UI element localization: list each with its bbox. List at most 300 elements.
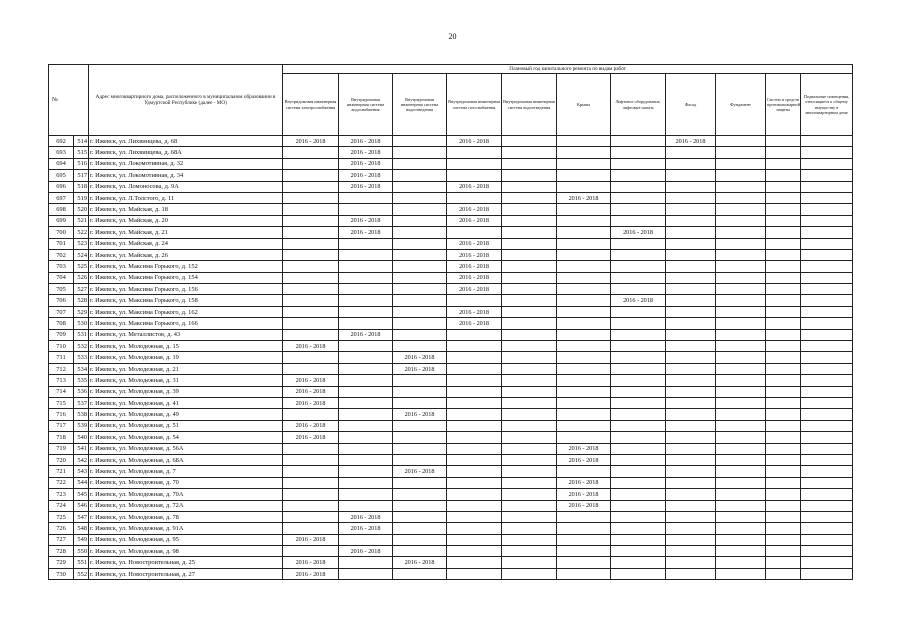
row-number: 701 <box>49 238 74 249</box>
repair-year-cell <box>283 227 339 238</box>
repair-year-cell <box>447 329 502 340</box>
repair-year-cell <box>766 363 801 374</box>
repair-year-cell <box>447 477 502 488</box>
repair-year-cell <box>666 568 716 579</box>
repair-year-cell <box>611 477 666 488</box>
repair-year-cell <box>502 409 557 420</box>
repair-year-cell <box>611 352 666 363</box>
repair-year-cell <box>393 489 447 500</box>
repair-year-cell <box>666 284 716 295</box>
repair-year-cell <box>447 397 502 408</box>
repair-year-cell <box>666 534 716 545</box>
repair-year-cell <box>502 170 557 181</box>
repair-year-cell <box>801 466 853 477</box>
row-number: 718 <box>49 432 74 443</box>
repair-year-cell <box>666 204 716 215</box>
repair-year-cell: 2016 - 2018 <box>393 409 447 420</box>
repair-year-cell <box>393 272 447 283</box>
repair-year-cell <box>716 363 766 374</box>
repair-year-cell <box>801 341 853 352</box>
repair-year-cell <box>502 306 557 317</box>
repair-year-cell <box>766 227 801 238</box>
repair-year-cell <box>447 546 502 557</box>
header-plan-year: Плановый год капитального ремонта по видам работ <box>283 65 853 74</box>
repair-year-cell <box>283 454 339 465</box>
row-address: г. Ижевск, ул. Лихвинцева, д. 68 <box>89 136 283 147</box>
row-address: г. Ижевск, ул. Молодежная, д. 98 <box>89 546 283 557</box>
row-number: 717 <box>49 420 74 431</box>
repair-year-cell <box>666 352 716 363</box>
repair-year-cell <box>766 329 801 340</box>
repair-year-cell <box>557 363 611 374</box>
repair-year-cell: 2016 - 2018 <box>611 295 666 306</box>
repair-year-cell <box>447 295 502 306</box>
repair-year-cell <box>339 284 393 295</box>
repair-year-cell <box>283 204 339 215</box>
row-address: г. Ижевск, ул. Молодежная, д. 54 <box>89 432 283 443</box>
repair-year-cell <box>447 409 502 420</box>
row-local-number: 518 <box>74 181 89 192</box>
repair-year-cell <box>393 454 447 465</box>
repair-year-cell <box>611 443 666 454</box>
repair-year-cell <box>666 158 716 169</box>
repair-year-cell <box>611 489 666 500</box>
repair-year-cell <box>283 511 339 522</box>
row-local-number: 523 <box>74 238 89 249</box>
row-local-number: 529 <box>74 306 89 317</box>
repair-year-cell <box>766 454 801 465</box>
repair-year-cell <box>557 295 611 306</box>
header-column: Фасад <box>666 74 716 136</box>
repair-year-cell <box>393 158 447 169</box>
row-number: 728 <box>49 546 74 557</box>
repair-year-cell <box>447 363 502 374</box>
row-address: г. Ижевск, ул. Майская, д. 20 <box>89 215 283 226</box>
repair-year-cell <box>502 420 557 431</box>
repair-year-cell <box>283 181 339 192</box>
repair-year-cell <box>611 329 666 340</box>
repair-year-cell <box>557 329 611 340</box>
repair-year-cell <box>393 397 447 408</box>
repair-year-cell <box>611 136 666 147</box>
repair-year-cell: 2016 - 2018 <box>283 557 339 568</box>
repair-year-cell <box>801 557 853 568</box>
repair-year-cell <box>339 352 393 363</box>
repair-year-cell <box>557 534 611 545</box>
page-number: 20 <box>448 32 457 41</box>
repair-year-cell <box>557 375 611 386</box>
repair-year-cell <box>502 158 557 169</box>
repair-year-cell <box>716 192 766 203</box>
repair-year-cell <box>339 557 393 568</box>
repair-year-cell <box>611 306 666 317</box>
repair-year-cell <box>283 249 339 260</box>
repair-year-cell <box>801 238 853 249</box>
repair-year-cell <box>611 557 666 568</box>
repair-year-cell <box>611 546 666 557</box>
row-address: г. Ижевск, ул. Металлистов, д. 43 <box>89 329 283 340</box>
row-local-number: 549 <box>74 534 89 545</box>
repair-year-cell <box>801 329 853 340</box>
repair-year-cell <box>447 386 502 397</box>
row-address: г. Ижевск, ул. Лихвинцева, д. 68А <box>89 147 283 158</box>
repair-year-cell <box>801 568 853 579</box>
repair-year-cell <box>502 181 557 192</box>
repair-year-cell: 2016 - 2018 <box>557 454 611 465</box>
repair-year-cell <box>557 523 611 534</box>
row-local-number: 531 <box>74 329 89 340</box>
repair-year-cell <box>393 147 447 158</box>
repair-year-cell <box>339 534 393 545</box>
repair-year-cell <box>339 306 393 317</box>
repair-year-cell <box>766 192 801 203</box>
repair-year-cell <box>393 511 447 522</box>
repair-year-cell <box>393 386 447 397</box>
repair-year-cell <box>666 249 716 260</box>
repair-year-cell <box>611 261 666 272</box>
row-address: г. Ижевск, ул. Максима Горького, д. 158 <box>89 295 283 306</box>
repair-year-cell <box>339 261 393 272</box>
repair-year-cell <box>393 181 447 192</box>
row-address: г. Ижевск, ул. Молодежная, д. 41 <box>89 397 283 408</box>
row-number: 707 <box>49 306 74 317</box>
row-local-number: 519 <box>74 192 89 203</box>
repair-year-cell <box>283 170 339 181</box>
repair-year-cell <box>716 557 766 568</box>
repair-year-cell <box>502 443 557 454</box>
repair-year-cell <box>716 147 766 158</box>
repair-year-cell <box>502 272 557 283</box>
repair-year-cell <box>339 568 393 579</box>
repair-year-cell <box>502 363 557 374</box>
row-address: г. Ижевск, ул. Молодежная, д. 68А <box>89 454 283 465</box>
repair-year-cell <box>801 523 853 534</box>
repair-year-cell <box>766 238 801 249</box>
repair-year-cell <box>801 215 853 226</box>
repair-year-cell <box>339 204 393 215</box>
table-row <box>49 238 853 249</box>
repair-year-cell <box>666 420 716 431</box>
repair-year-cell <box>283 192 339 203</box>
repair-year-cell <box>502 511 557 522</box>
repair-year-cell <box>716 409 766 420</box>
repair-year-cell: 2016 - 2018 <box>339 546 393 557</box>
repair-year-cell: 2016 - 2018 <box>447 249 502 260</box>
repair-year-cell: 2016 - 2018 <box>283 432 339 443</box>
repair-year-cell <box>666 215 716 226</box>
repair-year-cell <box>766 318 801 329</box>
repair-year-cell <box>666 318 716 329</box>
row-number: 712 <box>49 363 74 374</box>
repair-year-cell <box>283 318 339 329</box>
repair-year-cell <box>666 147 716 158</box>
repair-year-cell <box>766 136 801 147</box>
row-local-number: 528 <box>74 295 89 306</box>
row-local-number: 539 <box>74 420 89 431</box>
repair-year-cell <box>716 477 766 488</box>
repair-year-cell <box>557 409 611 420</box>
repair-year-cell <box>666 511 716 522</box>
table-row <box>49 477 853 488</box>
repair-year-cell: 2016 - 2018 <box>283 568 339 579</box>
repair-year-cell: 2016 - 2018 <box>557 477 611 488</box>
row-number: 715 <box>49 397 74 408</box>
repair-year-cell: 2016 - 2018 <box>611 227 666 238</box>
repair-year-cell <box>502 341 557 352</box>
table-row <box>49 215 853 226</box>
table-row <box>49 227 853 238</box>
repair-year-cell <box>766 534 801 545</box>
row-number: 719 <box>49 443 74 454</box>
repair-year-cell <box>716 249 766 260</box>
repair-year-cell <box>393 238 447 249</box>
row-address: г. Ижевск, ул. Л.Толстого, д. 11 <box>89 192 283 203</box>
repair-year-cell <box>339 386 393 397</box>
repair-year-cell <box>557 136 611 147</box>
repair-year-cell <box>283 466 339 477</box>
row-address: г. Ижевск, ул. Максима Горького, д. 156 <box>89 284 283 295</box>
repair-year-cell <box>666 454 716 465</box>
repair-year-cell <box>716 352 766 363</box>
row-local-number: 521 <box>74 215 89 226</box>
repair-year-cell <box>666 306 716 317</box>
repair-year-cell <box>557 147 611 158</box>
capital-repair-table <box>48 64 853 580</box>
row-local-number: 534 <box>74 363 89 374</box>
row-address: г. Ижевск, ул. Ломоносова, д. 9А <box>89 181 283 192</box>
repair-year-cell <box>393 523 447 534</box>
repair-year-cell <box>557 420 611 431</box>
repair-year-cell <box>766 147 801 158</box>
repair-year-cell: 2016 - 2018 <box>447 318 502 329</box>
repair-year-cell <box>502 375 557 386</box>
repair-year-cell: 2016 - 2018 <box>283 386 339 397</box>
repair-year-cell: 2016 - 2018 <box>283 420 339 431</box>
row-local-number: 536 <box>74 386 89 397</box>
row-address: г. Ижевск, ул. Локомотивная, д. 32 <box>89 158 283 169</box>
repair-year-cell <box>283 306 339 317</box>
repair-year-cell <box>716 306 766 317</box>
row-local-number: 544 <box>74 477 89 488</box>
repair-year-cell <box>339 375 393 386</box>
row-local-number: 527 <box>74 284 89 295</box>
repair-year-cell <box>801 295 853 306</box>
repair-year-cell <box>502 466 557 477</box>
repair-year-cell: 2016 - 2018 <box>393 557 447 568</box>
repair-year-cell <box>716 466 766 477</box>
repair-year-cell <box>766 306 801 317</box>
row-number: 694 <box>49 158 74 169</box>
repair-year-cell <box>611 523 666 534</box>
row-local-number: 535 <box>74 375 89 386</box>
row-address: г. Ижевск, ул. Молодежная, д. 39 <box>89 386 283 397</box>
repair-year-cell: 2016 - 2018 <box>339 511 393 522</box>
repair-year-cell <box>502 318 557 329</box>
table-row <box>49 534 853 545</box>
repair-year-cell <box>801 546 853 557</box>
header-column: Фундамент <box>716 74 766 136</box>
repair-year-cell <box>502 489 557 500</box>
repair-year-cell <box>766 204 801 215</box>
repair-year-cell: 2016 - 2018 <box>557 489 611 500</box>
repair-year-cell <box>447 375 502 386</box>
repair-year-cell <box>339 466 393 477</box>
repair-year-cell <box>766 489 801 500</box>
repair-year-cell <box>766 284 801 295</box>
repair-year-cell: 2016 - 2018 <box>557 192 611 203</box>
table-body <box>49 136 853 580</box>
repair-year-cell: 2016 - 2018 <box>339 215 393 226</box>
repair-year-cell <box>716 158 766 169</box>
repair-year-cell <box>611 397 666 408</box>
repair-year-cell <box>611 204 666 215</box>
repair-year-cell <box>447 523 502 534</box>
repair-year-cell <box>447 158 502 169</box>
repair-year-cell <box>283 147 339 158</box>
repair-year-cell <box>766 386 801 397</box>
repair-year-cell <box>502 136 557 147</box>
repair-year-cell <box>557 181 611 192</box>
repair-year-cell <box>801 375 853 386</box>
repair-year-cell <box>557 249 611 260</box>
row-address: г. Ижевск, ул. Новостроительная, д. 25 <box>89 557 283 568</box>
repair-year-cell: 2016 - 2018 <box>339 170 393 181</box>
repair-year-cell <box>502 557 557 568</box>
repair-year-cell <box>716 238 766 249</box>
repair-year-cell <box>283 238 339 249</box>
header-column: Внутридомовая инженерная система водоснабжения <box>339 74 393 136</box>
table-row <box>49 489 853 500</box>
repair-year-cell <box>502 227 557 238</box>
repair-year-cell <box>716 523 766 534</box>
repair-year-cell: 2016 - 2018 <box>447 215 502 226</box>
repair-year-cell <box>557 215 611 226</box>
repair-year-cell <box>766 546 801 557</box>
repair-year-cell <box>339 420 393 431</box>
row-number: 711 <box>49 352 74 363</box>
repair-year-cell: 2016 - 2018 <box>283 375 339 386</box>
repair-year-cell <box>557 546 611 557</box>
repair-year-cell <box>666 261 716 272</box>
repair-year-cell <box>339 192 393 203</box>
repair-year-cell: 2016 - 2018 <box>339 329 393 340</box>
row-number: 698 <box>49 204 74 215</box>
repair-year-cell <box>283 295 339 306</box>
repair-year-cell <box>611 363 666 374</box>
row-number: 699 <box>49 215 74 226</box>
row-local-number: 551 <box>74 557 89 568</box>
repair-year-cell <box>666 546 716 557</box>
repair-year-cell <box>801 352 853 363</box>
row-number: 727 <box>49 534 74 545</box>
repair-year-cell <box>666 489 716 500</box>
repair-year-cell <box>611 466 666 477</box>
row-address: г. Ижевск, ул. Локомотивная, д. 34 <box>89 170 283 181</box>
repair-year-cell <box>283 443 339 454</box>
table-row <box>49 386 853 397</box>
repair-year-cell <box>502 238 557 249</box>
repair-year-cell <box>557 397 611 408</box>
repair-year-cell <box>611 534 666 545</box>
repair-year-cell <box>666 363 716 374</box>
repair-year-cell <box>393 568 447 579</box>
table-row <box>49 249 853 260</box>
row-local-number: 538 <box>74 409 89 420</box>
repair-year-cell <box>766 466 801 477</box>
repair-year-cell <box>502 386 557 397</box>
header-address: Адрес многоквартирного дома, расположенного в муниципальном образовании в Удмуртской Республике (далее - МО) <box>89 65 283 136</box>
repair-year-cell <box>801 386 853 397</box>
repair-year-cell <box>801 181 853 192</box>
table-row <box>49 318 853 329</box>
repair-year-cell: 2016 - 2018 <box>339 147 393 158</box>
row-address: г. Ижевск, ул. Майская, д. 21 <box>89 227 283 238</box>
repair-year-cell <box>716 329 766 340</box>
repair-year-cell <box>611 375 666 386</box>
repair-year-cell <box>393 261 447 272</box>
repair-year-cell <box>557 318 611 329</box>
repair-year-cell <box>447 352 502 363</box>
repair-year-cell <box>557 432 611 443</box>
repair-year-cell <box>766 409 801 420</box>
row-number: 729 <box>49 557 74 568</box>
repair-year-cell <box>283 329 339 340</box>
repair-year-cell <box>393 420 447 431</box>
table-row <box>49 352 853 363</box>
repair-year-cell <box>716 534 766 545</box>
repair-year-cell <box>283 363 339 374</box>
row-address: г. Ижевск, ул. Майская, д. 24 <box>89 238 283 249</box>
repair-year-cell <box>611 420 666 431</box>
table-row <box>49 272 853 283</box>
repair-year-cell <box>801 432 853 443</box>
row-local-number: 546 <box>74 500 89 511</box>
row-local-number: 514 <box>74 136 89 147</box>
repair-year-cell <box>666 500 716 511</box>
repair-year-cell <box>339 489 393 500</box>
repair-year-cell <box>393 432 447 443</box>
repair-year-cell <box>339 409 393 420</box>
repair-year-cell <box>716 454 766 465</box>
row-address: г. Ижевск, ул. Молодежная, д. 7 <box>89 466 283 477</box>
repair-year-cell <box>801 284 853 295</box>
repair-year-cell <box>557 557 611 568</box>
repair-year-cell: 2016 - 2018 <box>447 204 502 215</box>
repair-year-cell <box>502 249 557 260</box>
repair-year-cell <box>716 443 766 454</box>
row-number: 700 <box>49 227 74 238</box>
row-local-number: 525 <box>74 261 89 272</box>
table-row <box>49 375 853 386</box>
repair-year-cell <box>611 386 666 397</box>
row-address: г. Ижевск, ул. Молодежная, д. 49 <box>89 409 283 420</box>
repair-year-cell: 2016 - 2018 <box>447 238 502 249</box>
row-address: г. Ижевск, ул. Молодежная, д. 91А <box>89 523 283 534</box>
repair-year-cell <box>393 443 447 454</box>
repair-year-cell <box>666 295 716 306</box>
row-local-number: 533 <box>74 352 89 363</box>
repair-year-cell <box>611 215 666 226</box>
table-row <box>49 341 853 352</box>
row-number: 709 <box>49 329 74 340</box>
repair-year-cell <box>666 272 716 283</box>
row-local-number: 532 <box>74 341 89 352</box>
repair-year-cell <box>393 170 447 181</box>
row-local-number: 542 <box>74 454 89 465</box>
table-row <box>49 204 853 215</box>
repair-year-cell <box>666 477 716 488</box>
repair-year-cell <box>666 238 716 249</box>
